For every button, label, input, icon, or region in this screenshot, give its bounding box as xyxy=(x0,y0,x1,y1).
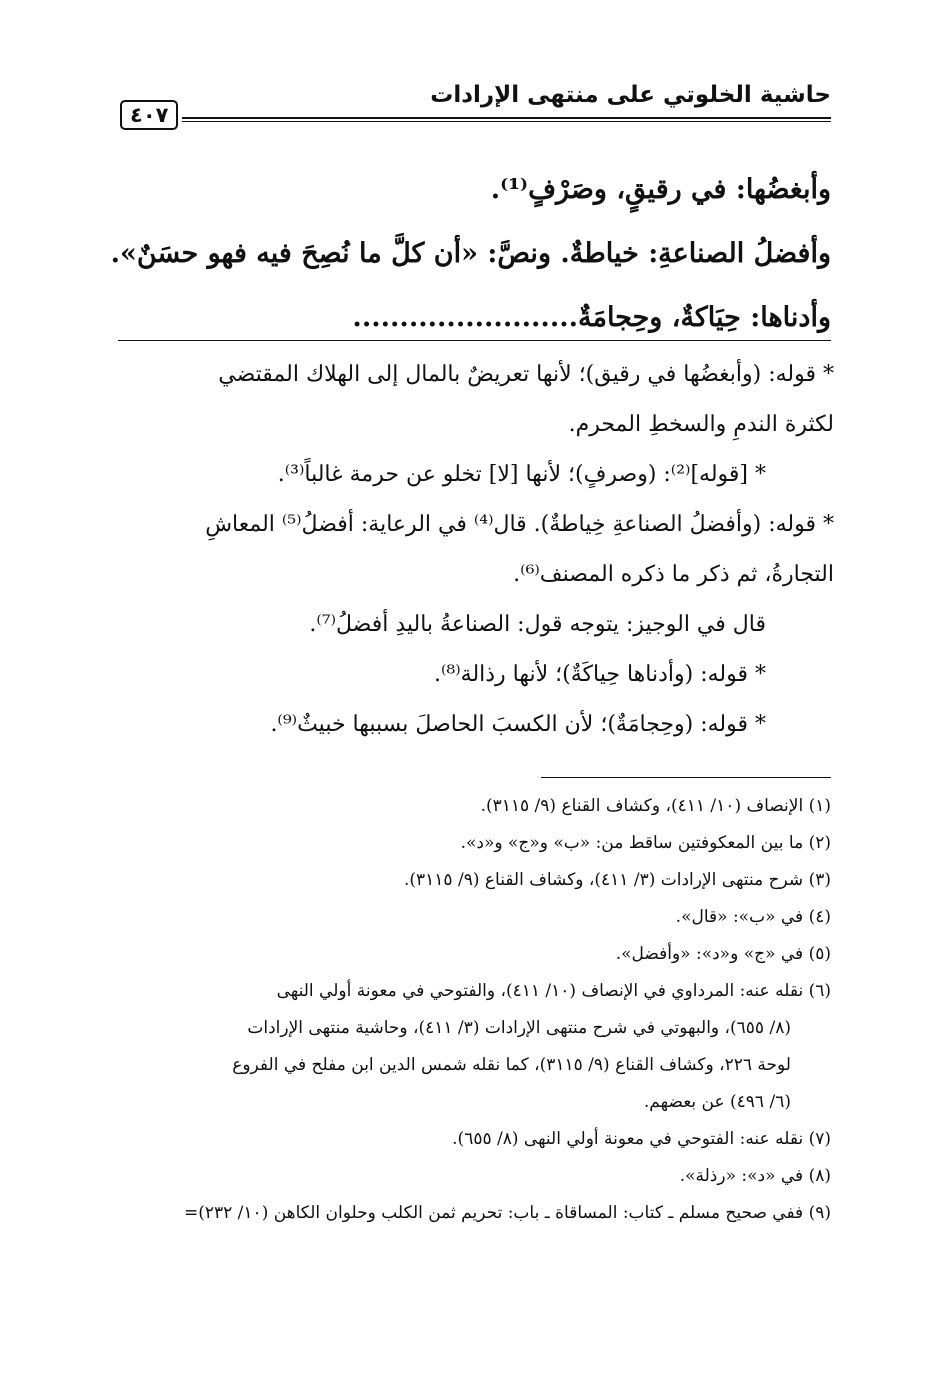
footnote-continuation: (٨/ ٦٥٥)، والبهوتي في شرح منتهى الإرادات (٣/ ٤١١)، وحاشية منتهى الإرادات xyxy=(247,1018,791,1038)
footnote: (٢) ما بين المعكوفتين ساقط من: «ب» و«ج» و«د». xyxy=(460,833,831,853)
footnote: (٨) في «د»: «رذلة». xyxy=(679,1166,831,1186)
page-header xyxy=(120,82,831,127)
footnote: (١) الإنصاف (١٠/ ٤١١)، وكشاف القناع (٩/ ٣١١٥). xyxy=(480,796,831,816)
main-text xyxy=(110,158,831,350)
commentary-line: * قوله: (وأفضلُ الصناعةِ خِياطةٌ). قال⁽⁴⁾ في الرعاية: أفضلُ⁽⁵⁾ المعاشِ xyxy=(205,512,834,537)
commentary-line: * قوله: (وأدناها حِياكَةٌ)؛ لأنها رذالة⁽⁸⁾. xyxy=(434,662,766,687)
footnote: (٩) ففي صحيح مسلم ـ كتاب: المساقاة ـ باب: تحريم ثمن الكلب وحلوان الكاهن (١٠/ ٢٣٢)= xyxy=(183,1203,831,1223)
footnote-continuation: لوحة ٢٢٦، وكشاف القناع (٩/ ٣١١٥)، كما نقله شمس الدين ابن مفلح في الفروع xyxy=(232,1055,791,1075)
main-text-line: وأبغضُها: في رقيقٍ، وصَرْفٍ⁽¹⁾. xyxy=(490,174,831,205)
footnote-continuation: (٦/ ٤٩٦) عن بعضهم. xyxy=(643,1092,791,1112)
footnote: (٣) شرح منتهى الإرادات (٣/ ٤١١)، وكشاف القناع (٩/ ٣١١٥). xyxy=(403,870,831,890)
header-rule xyxy=(182,117,831,122)
footnote: (٥) في «ج» و«د»: «وأفضل». xyxy=(615,944,831,964)
footnote-divider xyxy=(541,777,831,778)
commentary xyxy=(112,350,834,750)
commentary-line: * قوله: (وأبغضُها في رقيق)؛ لأنها تعريضٌ بالمال إلى الهلاك المقتضي xyxy=(218,362,834,387)
running-title: حاشية الخلوتي على منتهى الإرادات xyxy=(430,82,831,108)
footnote: (٧) نقله عنه: الفتوحي في معونة أولي النهى (٨/ ٦٥٥). xyxy=(452,1129,831,1149)
footnote: (٦) نقله عنه: المرداوي في الإنصاف (١٠/ ٤١١)، والفتوحي في معونة أولي النهى xyxy=(276,981,831,1001)
page-number: ٤٠٧ xyxy=(120,100,178,130)
footnote: (٤) في «ب»: «قال». xyxy=(675,907,831,927)
commentary-line: * قوله: (وحِجامَةٌ)؛ لأن الكسبَ الحاصلَ بسببها خبيثٌ⁽⁹⁾. xyxy=(270,712,766,737)
main-text-divider xyxy=(118,340,831,341)
commentary-line: قال في الوجيز: يتوجه قول: الصناعةُ باليدِ أفضلُ⁽⁷⁾. xyxy=(309,612,766,637)
main-text-line: وأدناها: حِيَاكةٌ، وحِجامَةٌ........................ xyxy=(352,302,831,333)
commentary-line: لكثرة الندمِ والسخطِ المحرم. xyxy=(568,412,834,437)
main-text-line: وأفضلُ الصناعةِ: خياطةٌ. ونصَّ: «أن كلَّ ما نُصِحَ فيه فهو حسَنٌ». xyxy=(110,238,831,269)
commentary-line: * [قوله]⁽²⁾: (وصرفٍ)؛ لأنها [لا] تخلو عن حرمة غالباً⁽³⁾. xyxy=(277,462,766,487)
commentary-line: التجارةُ، ثم ذكر ما ذكره المصنف⁽⁶⁾. xyxy=(513,562,834,587)
footnotes xyxy=(112,788,831,1232)
